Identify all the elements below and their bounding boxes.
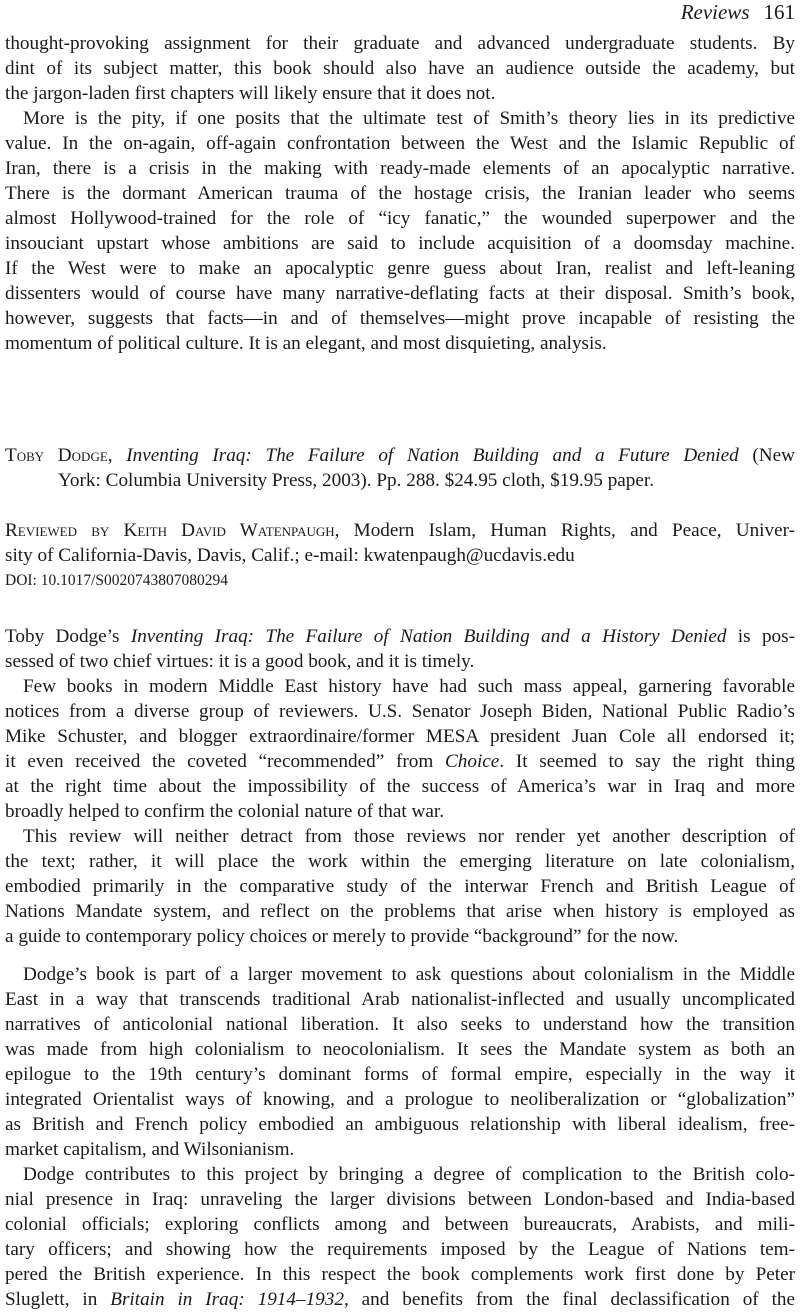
- text-line: narratives of anticolonial national liberation. It also seeks to understand how the transition: [5, 1014, 795, 1035]
- reviewer-affiliation-email: sity of California-Davis, Davis, Calif.; e-mail: kwatenpaugh@ucdavis.edu: [5, 545, 575, 566]
- text-line: Sluglett, in Britain in Iraq: 1914–1932, and benefits from the final declassification of the: [5, 1289, 796, 1310]
- running-head-section: Reviews: [680, 0, 750, 24]
- text-line: dissenters would of course have many narrative-deflating facts at their disposal. Smith’s book,: [5, 283, 795, 304]
- text-line: More is the pity, if one posits that the ultimate test of Smith’s theory lies in its predictive: [23, 108, 795, 129]
- text-line: at the right time about the impossibility of the success of America’s war in Iraq and more: [5, 776, 795, 797]
- journal-name-choice: Choice: [444, 751, 500, 772]
- text-line: momentum of political culture. It is an elegant, and most disquieting, analysis.: [5, 333, 607, 354]
- book-author: Toby Dodge: [5, 445, 108, 466]
- text-line: broadly helped to confirm the colonial nature of that war.: [5, 801, 445, 822]
- text-line: value. In the on-again, off-again confrontation between the West and the Islamic Republic of: [5, 133, 795, 154]
- text-line: almost Hollywood-trained for the role of “icy fanatic,” the wounded superpower and the: [5, 208, 795, 229]
- citation-publication-details: York: Columbia University Press, 2003). Pp. 288. $24.95 cloth, $19.95 paper.: [58, 470, 655, 491]
- text-line: There is the dormant American trauma of the hostage crisis, the Iranian leader who seems: [5, 183, 795, 204]
- text-line: the jargon-laden first chapters will likely ensure that it does not.: [5, 83, 496, 104]
- text-line: market capitalism, and Wilsonianism.: [5, 1139, 295, 1160]
- text-line: Iran, there is a crisis in the making with ready-made elements of an apocalyptic narrative.: [5, 158, 795, 179]
- text-line: colonial officials; exploring conflicts among and between bureaucrats, Arabists, and mili-: [5, 1214, 795, 1235]
- text-line: Few books in modern Middle East history have had such mass appeal, garnering favorable: [23, 676, 795, 697]
- text-line: embodied primarily in the comparative study of the interwar French and British League of: [5, 876, 795, 897]
- cited-book-title: Britain in Iraq: 1914–1932: [110, 1289, 344, 1310]
- citation-line: Toby Dodge, Inventing Iraq: The Failure of Nation Building and a Future Denied (New: [5, 445, 796, 466]
- text-line: Nations Mandate system, and reflect on the problems that arise when history is employed as: [5, 901, 795, 922]
- text-line: thought-provoking assignment for their graduate and advanced undergraduate students. By: [5, 33, 795, 54]
- text-line: epilogue to the 19th century’s dominant forms of formal empire, especially in the way it: [5, 1064, 795, 1085]
- reviewed-by-label: Reviewed by: [5, 520, 110, 541]
- text-line: as British and French policy embodied an ambiguous relationship with liberal idealism, free-: [5, 1114, 795, 1135]
- text-line: however, suggests that facts—in and of themselves—might prove incapable of resisting the: [5, 308, 795, 329]
- text-line: notices from a diverse group of reviewers. U.S. Senator Joseph Biden, National Public Radio’s: [5, 701, 795, 722]
- text-line: tary officers; and showing how the requirements imposed by the League of Nations tem-: [5, 1239, 795, 1260]
- book-title-inline: Inventing Iraq: The Failure of Nation Building and a History Denied: [130, 626, 727, 647]
- reviewer-line: [5, 518, 795, 543]
- text-line: the text; rather, it will place the work within the emerging literature on late colonialism,: [5, 851, 795, 872]
- text-line: was made from high colonialism to neocolonialism. It sees the Mandate system as both an: [5, 1039, 795, 1060]
- reviewer-affiliation: , Modern Islam, Human Rights, and Peace, Univer-: [334, 520, 796, 541]
- text-line: East in a way that transcends traditional Arab nationalist-inflected and usually uncomplicated: [5, 989, 795, 1010]
- text-line: nial presence in Iraq: unraveling the larger divisions between London-based and India-based: [5, 1189, 795, 1210]
- text-line: dint of its subject matter, this book should also have an audience outside the academy, but: [5, 58, 795, 79]
- text-line: a guide to contemporary policy choices or merely to provide “background” for the now.: [5, 926, 679, 947]
- text-line: Dodge’s book is part of a larger movement to ask questions about colonialism in the Middle: [23, 964, 795, 985]
- text-line: sessed of two chief virtues: it is a good book, and it is timely.: [5, 651, 475, 672]
- text-line: integrated Orientalist ways of knowing, and a prologue to neoliberalization or “globalization”: [5, 1089, 795, 1110]
- text-line: This review will neither detract from those reviews nor render yet another description of: [23, 826, 795, 847]
- text-line: insouciant upstart whose ambitions are said to include acquisition of a doomsday machine.: [5, 233, 795, 254]
- text-line: pered the British experience. In this respect the book complements work first done by Peter: [5, 1264, 795, 1285]
- reviewer-name: Keith David Watenpaugh: [123, 520, 335, 541]
- text-line: Toby Dodge’s Inventing Iraq: The Failure of Nation Building and a History Denied is pos-: [5, 626, 795, 647]
- text-line: it even received the coveted “recommended” from Choice. It seemed to say the right thing: [5, 751, 795, 772]
- text-line: Dodge contributes to this project by bringing a degree of complication to the British colo-: [23, 1164, 795, 1185]
- text-line: Mike Schuster, and blogger extraordinaire/former MESA president Juan Cole all endorsed it;: [5, 726, 795, 747]
- page-number: 161: [763, 0, 795, 24]
- book-title: Inventing Iraq: The Failure of Nation Building and a Future Denied: [126, 445, 739, 466]
- running-head: [681, 0, 795, 24]
- doi: DOI: 10.1017/S0020743807080294: [5, 572, 229, 589]
- text-line: If the West were to make an apocalyptic genre guess about Iran, realist and left-leaning: [5, 258, 795, 279]
